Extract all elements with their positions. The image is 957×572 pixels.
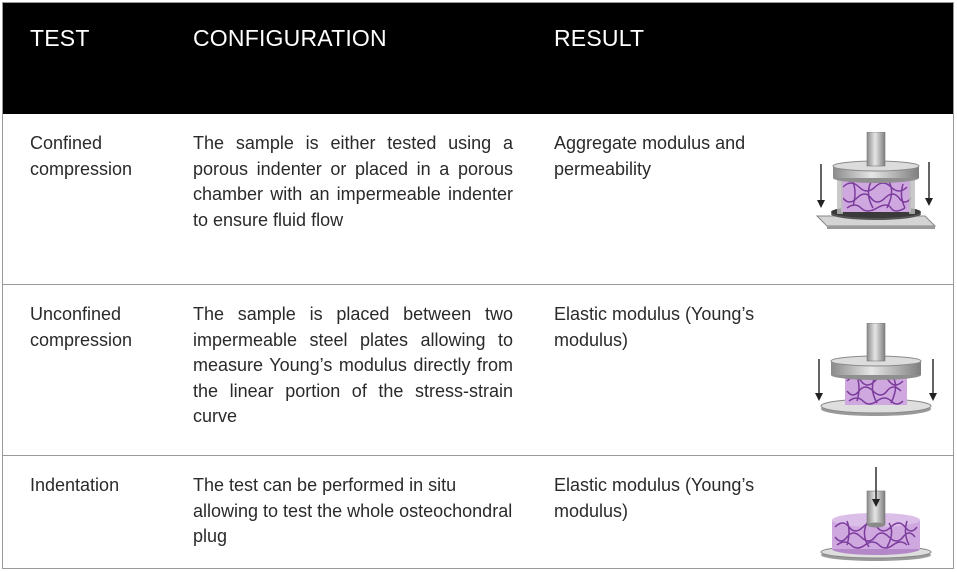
- table-row: [3, 456, 953, 568]
- test-configuration: The test can be performed in situ allowing to test the whole osteochondral plug: [193, 475, 513, 546]
- table-row: [3, 285, 953, 456]
- indentation-diagram-icon: [811, 465, 941, 563]
- confined-compression-diagram-icon: [811, 132, 941, 232]
- test-result: Elastic modulus (Young’s modulus): [554, 475, 755, 521]
- test-name: Confined compression: [30, 133, 133, 179]
- test-configuration: The sample is placed between two impermeable steel plates allowing to measure Young’s modulus directly from the linear portion of the stress-strain curve: [193, 304, 513, 426]
- test-configuration: The sample is either tested using a porous indenter or placed in a porous chamber with an impermeable indenter to ensure fluid flow: [193, 133, 513, 230]
- table-row: [3, 114, 953, 285]
- header-configuration: CONFIGURATION: [193, 25, 387, 51]
- test-name: Unconfined compression: [30, 304, 133, 350]
- test-result: Elastic modulus (Young’s modulus): [554, 304, 755, 350]
- table-header: [3, 3, 953, 114]
- unconfined-compression-diagram-icon: [811, 323, 941, 423]
- header-result: RESULT: [554, 25, 645, 51]
- test-name: Indentation: [30, 475, 120, 495]
- mechanical-tests-table: [2, 2, 954, 569]
- test-result: Aggregate modulus and permeability: [554, 133, 746, 179]
- header-test: TEST: [30, 25, 90, 51]
